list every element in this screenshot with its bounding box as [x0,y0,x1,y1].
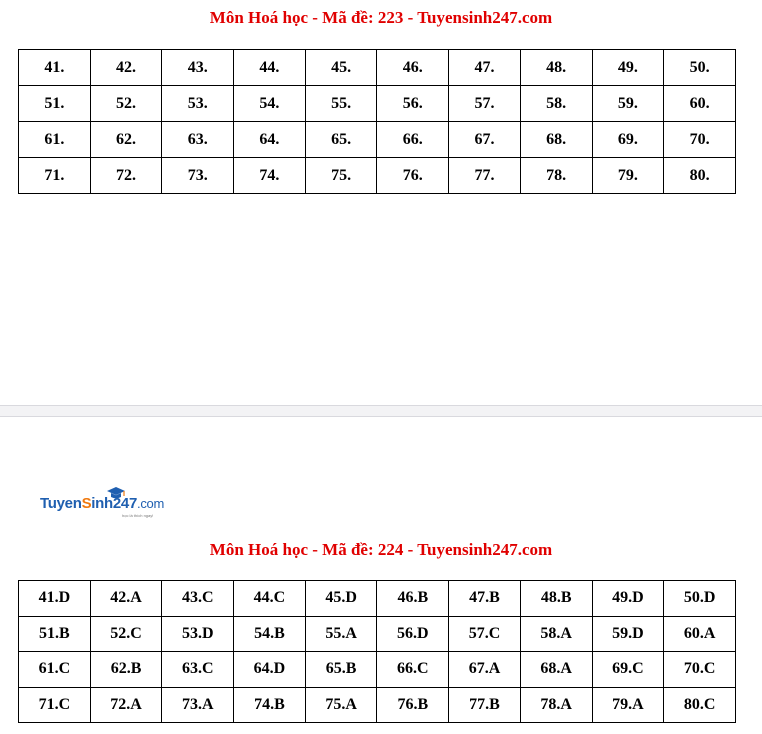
answer-cell: 77.B [449,687,521,723]
answer-cell: 70. [664,122,736,158]
answer-cell: 74.B [234,687,306,723]
answer-cell: 78.A [520,687,592,723]
answer-cell: 49.D [592,581,664,617]
answer-cell: 62.B [90,652,162,688]
answer-table-224 [18,580,736,723]
answer-cell: 74. [234,158,306,194]
answer-cell: 56.D [377,616,449,652]
answer-cell: 42.A [90,581,162,617]
table-row [19,122,736,158]
answer-cell: 51. [19,86,91,122]
answer-cell: 76. [377,158,449,194]
answer-cell: 43.C [162,581,234,617]
answer-cell: 58.A [520,616,592,652]
table-row [19,50,736,86]
answer-cell: 64. [234,122,306,158]
answer-cell: 44.C [234,581,306,617]
logo-part-inh247: inh247 [91,495,138,512]
answer-cell: 45.D [305,581,377,617]
answer-cell: 52.C [90,616,162,652]
answer-cell: 46.B [377,581,449,617]
table-row [19,86,736,122]
answer-cell: 44. [234,50,306,86]
answer-cell: 60.A [664,616,736,652]
answer-cell: 80.C [664,687,736,723]
answer-cell: 77. [449,158,521,194]
answer-cell: 61. [19,122,91,158]
answer-cell: 54.B [234,616,306,652]
answer-cell: 41. [19,50,91,86]
answer-cell: 48.B [520,581,592,617]
answer-cell: 64.D [234,652,306,688]
answer-cell: 66. [377,122,449,158]
answer-table-223 [18,49,736,194]
answer-cell: 55. [305,86,377,122]
answer-cell: 68. [520,122,592,158]
table-row [19,616,736,652]
answer-cell: 47. [449,50,521,86]
answer-cell: 69. [592,122,664,158]
answer-cell: 73.A [162,687,234,723]
answer-cell: 71. [19,158,91,194]
answer-cell: 69.C [592,652,664,688]
section-title-223: Môn Hoá học - Mã đề: 223 - Tuyensinh247.com [209,8,553,27]
answer-cell: 41.D [19,581,91,617]
section-title-224: Môn Hoá học - Mã đề: 224 - Tuyensinh247.com [209,540,553,559]
table-row [19,581,736,617]
answer-cell: 75.A [305,687,377,723]
answer-cell: 50. [664,50,736,86]
logo-tagline: học là thích ngay! [122,513,154,518]
tuyensinh247-logo [40,486,180,520]
logo-wordmark [40,495,164,512]
table-row [19,158,736,194]
answer-cell: 65. [305,122,377,158]
answer-cell: 47.B [449,581,521,617]
answer-cell: 56. [377,86,449,122]
answer-cell: 70.C [664,652,736,688]
answer-cell: 55.A [305,616,377,652]
answer-cell: 60. [664,86,736,122]
answer-cell: 59. [592,86,664,122]
logo-part-com: .com [137,496,164,511]
answer-cell: 63. [162,122,234,158]
answer-cell: 45. [305,50,377,86]
logo-part-tuyen: Tuyen [40,495,82,512]
answer-cell: 72.A [90,687,162,723]
answer-cell: 66.C [377,652,449,688]
answer-cell: 63.C [162,652,234,688]
answer-cell: 54. [234,86,306,122]
answer-cell: 67.A [449,652,521,688]
answer-cell: 42. [90,50,162,86]
answer-cell: 53. [162,86,234,122]
table-row [19,652,736,688]
answer-cell: 49. [592,50,664,86]
answer-cell: 57. [449,86,521,122]
answer-cell: 59.D [592,616,664,652]
answer-cell: 65.B [305,652,377,688]
answer-cell: 58. [520,86,592,122]
answer-cell: 72. [90,158,162,194]
logo-part-s: S [81,495,92,512]
answer-cell: 57.C [449,616,521,652]
answer-cell: 79.A [592,687,664,723]
answer-cell: 51.B [19,616,91,652]
answer-cell: 79. [592,158,664,194]
answer-cell: 61.C [19,652,91,688]
answer-cell: 76.B [377,687,449,723]
answer-cell: 53.D [162,616,234,652]
answer-cell: 80. [664,158,736,194]
page-separator [0,405,762,417]
answer-cell: 67. [449,122,521,158]
answer-cell: 48. [520,50,592,86]
answer-cell: 52. [90,86,162,122]
answer-cell: 75. [305,158,377,194]
answer-cell: 46. [377,50,449,86]
table-row [19,687,736,723]
answer-cell: 68.A [520,652,592,688]
answer-cell: 43. [162,50,234,86]
answer-cell: 50.D [664,581,736,617]
answer-cell: 71.C [19,687,91,723]
answer-cell: 62. [90,122,162,158]
answer-cell: 78. [520,158,592,194]
answer-cell: 73. [162,158,234,194]
